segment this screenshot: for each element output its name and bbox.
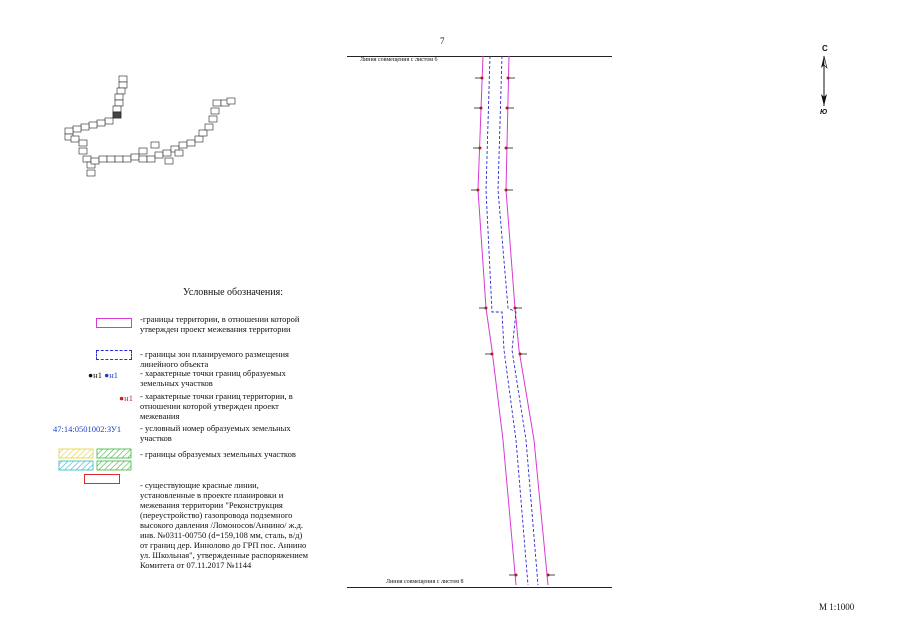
legend-red-lines-text: - существующие красные линии, установленные в проекте планировки и межевания территории "Реконструкция (переустройство) газопровода подземного высокого давления /Ломоносов/Аннино/ ж.д. инв. №0311-00750 (d=159,108 мм, сталь, в/д) от границ дер. Иннолово до ГРП пос. Аннино ул. Школьная", утвержденные распоряжением Комитета от 07.11.2017 №1144 <box>140 480 309 570</box>
linear-object-plan <box>440 50 600 595</box>
boundary-point-ticks <box>471 78 555 575</box>
legend-parcel-point-symbol: ●н1 ●н1 <box>88 370 119 380</box>
legend-territory-point-symbol: ●н1 <box>119 393 133 403</box>
legend-title: Условные обозначения: <box>183 287 284 298</box>
territory-boundary-left <box>478 56 516 585</box>
legend-red-lines-swatch <box>84 474 120 484</box>
north-arrow-icon <box>818 54 830 109</box>
match-line-bottom-label: Линия совмещения с листом 8 <box>386 579 464 585</box>
legend-zone-text: - границы зон планируемого размещения линейного объекта <box>140 349 289 369</box>
legend-territory-boundary-swatch <box>96 318 132 328</box>
legend-territory-points-text: - характерные точки границ территории, в отношении которой утвержден проект межевания <box>140 391 293 421</box>
legend-zone-swatch <box>96 350 132 360</box>
legend-parcel-boundaries-text: - границы образуемых земельных участков <box>140 449 296 459</box>
legend-territory-boundary-text: -границы территории, в отношении которой утвержден проект межевания территории <box>140 314 300 334</box>
zone-boundary-right <box>498 56 538 585</box>
territory-boundary-right <box>506 56 548 585</box>
legend-parcel-points-text: - характерные точки границ образуемых земельных участков <box>140 368 286 388</box>
south-label: Ю <box>820 109 828 116</box>
legend-parcel-boundaries-swatch <box>58 448 134 472</box>
scale-label: М 1:1000 <box>819 602 855 612</box>
sheet-key-map <box>55 70 245 185</box>
match-line-top-label: Линия совмещения с листом 6 <box>360 57 438 63</box>
north-label: С <box>822 44 828 53</box>
legend-parcel-number-text: - условный номер образуемых земельных участков <box>140 423 291 443</box>
page-number: 7 <box>440 36 445 46</box>
legend-parcel-number-symbol: 47:14:0501002:ЗУ1 <box>53 424 122 434</box>
